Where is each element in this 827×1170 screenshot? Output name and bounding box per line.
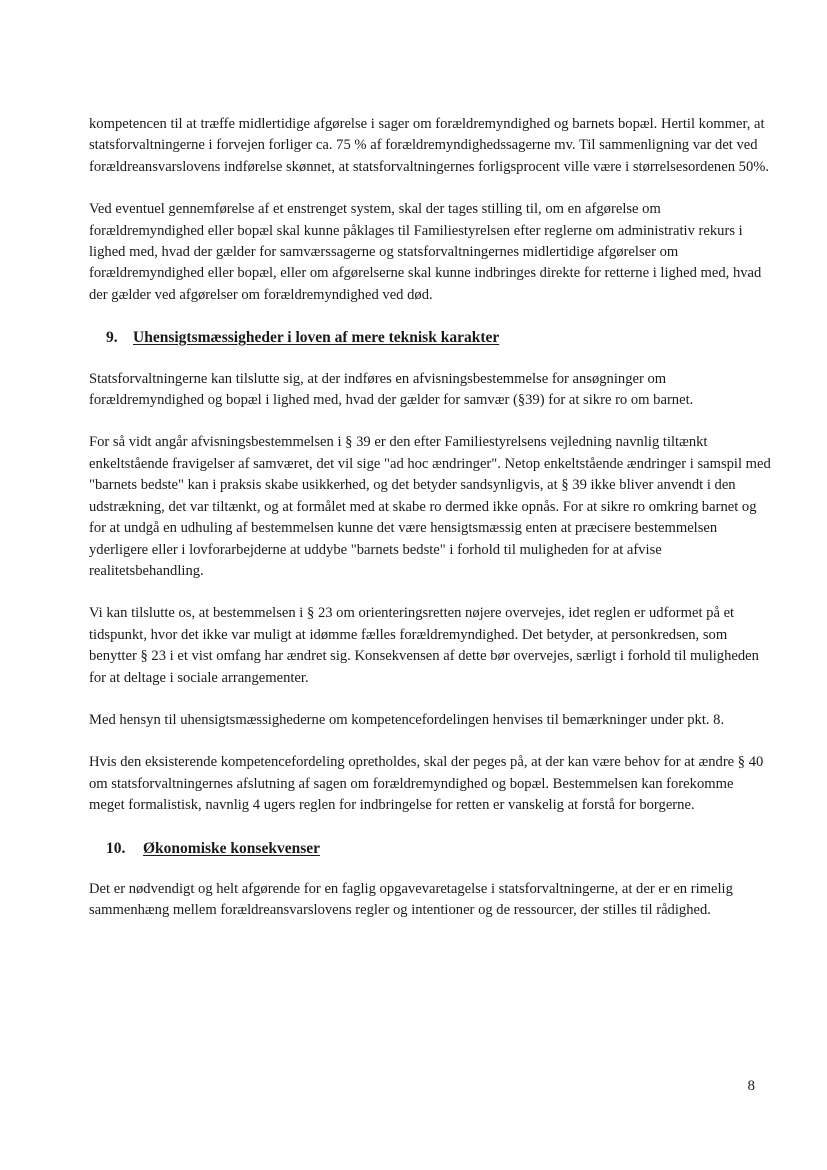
paragraph: Med hensyn til uhensigtsmæssighederne om kompetencefordelingen henvises til bemærkninger under pkt. 8. bbox=[89, 711, 725, 728]
section-number: 10. bbox=[106, 839, 126, 857]
paragraph: Statsforvaltningerne kan tilslutte sig, at der indføres en afvisningsbestemmelse for ansøgninger om forældremyndighed og bopæl i lighed med, hvad der gælder for samvær (§39) for at sikre ro om barnet. bbox=[89, 370, 694, 409]
document-body bbox=[89, 114, 771, 943]
section-heading-9 bbox=[89, 327, 771, 348]
paragraph: Hvis den eksisterende kompetencefordeling opretholdes, skal der peges på, at der kan være behov for at ændre § 40 om statsforvaltningernes afslutning af sagen om forældremyndighed og bopæl. Bestemmelsen kan forekomme meget formalistisk, navnlig 4 ugers reglen for indbringelse for retten er vanskelig at forstå for borgerne. bbox=[89, 754, 764, 814]
section-title: Uhensigtsmæssigheder i loven af mere teknisk karakter bbox=[133, 329, 500, 347]
section-title: Økonomiske konsekvenser bbox=[143, 839, 320, 857]
paragraph: Det er nødvendigt og helt afgørende for en faglig opgavevaretagelse i statsforvaltningerne, at der er en rimelig sammenhæng mellem forældreansvarslovens regler og intentioner og de ressourcer, der stilles til rådighed. bbox=[89, 880, 733, 919]
page-number: 8 bbox=[747, 1078, 755, 1094]
paragraph: kompetencen til at træffe midlertidige afgørelse i sager om forældremyndighed og barnets bopæl. Hertil kommer, at statsforvaltningerne i forvejen forliger ca. 75 % af forældremyndighedssagerne mv. Til sammenligning var det ved forældreansvarslovens indførelse skønnet, at statsforvaltningernes forligsprocent ville være i størrelsesordenen 50%. bbox=[89, 116, 770, 175]
section-heading-10 bbox=[89, 838, 771, 859]
paragraph: Vi kan tilslutte os, at bestemmelsen i § 23 om orienteringsretten nøjere overvejes, idet reglen er udformet på et tidspunkt, hvor det ikke var muligt at idømme fælles forældremyndighed. Det betyder, at personkredsen, som benytter § 23 i et vist omfang har ændret sig. Konsekvensen af dette bør overvejes, særligt i forhold til muligheden for at deltage i sociale arrangementer. bbox=[89, 605, 759, 686]
paragraph: For så vidt angår afvisningsbestemmelsen i § 39 er den efter Familiestyrelsens vejledning navnlig tiltænkt enkeltstående fravigelser af samværet, det vil sige "ad hoc ændringer". Netop enkeltstående ændringer i samspil med "barnets bedste" kan i praksis skabe usikkerhed, og det betyder sandsynligvis, at § 39 ikke bliver anvendt i den udstrækning, det var tiltænkt, og at formålet med at skabe ro dermed ikke opnås. For at sikre ro omkring barnet og for at undgå en udhuling af bestemmelsen kunne det være hensigtsmæssig enten at præcisere bestemmelsen yderligere eller i lovforarbejderne at uddybe "barnets bedste" i forhold til muligheden for at afvise realitetsbehandling. bbox=[89, 434, 771, 579]
paragraph: Ved eventuel gennemførelse af et enstrenget system, skal der tages stilling til, om en afgørelse om forældremyndighed eller bopæl skal kunne påklages til Familiestyrelsen efter reglerne om administrativ rekurs i lighed med, hvad der gælder for samværssagerne og statsforvaltningernes midlertidige afgørelser om forældremyndighed eller bopæl, eller om afgørelserne skal kunne indbringes direkte for retterne i lighed med, hvad der gælder ved afgørelser om forældremyndighed ved død. bbox=[89, 201, 762, 303]
section-number: 9. bbox=[106, 329, 118, 347]
